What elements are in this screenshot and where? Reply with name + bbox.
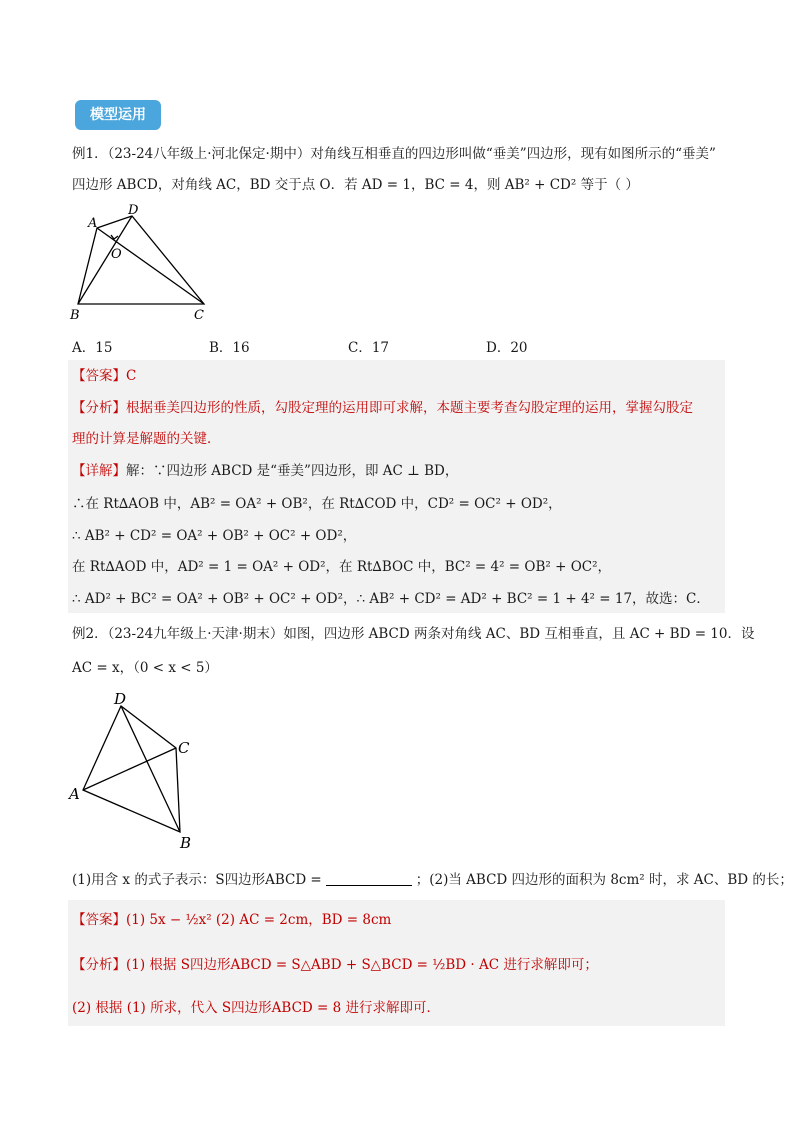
option-d[interactable]: D．20 (486, 340, 528, 356)
label-a: A (88, 216, 98, 231)
label-a: A (69, 785, 80, 803)
ex1-detail-line1 (72, 461, 458, 481)
label-c: C (178, 739, 190, 757)
ex2-analysis-line2: (2) 根据 (1) 所求，代入 S四边形ABCD = 8 进行求解即可． (72, 1000, 441, 1016)
ex2-question-line1: 例2．（23-24九年级上·天津·期末）如图，四边形 ABCD 两条对角线 AC、BD 互相垂直，且 AC + BD = 10．设 (72, 626, 755, 642)
ex2-q2: ；(2)当 ABCD 四边形的面积为 8cm² 时，求 AC、BD 的长； (415, 872, 793, 888)
label-c: C (194, 308, 204, 323)
ex1-detail-line4: 在 Rt∆AOD 中，AD² = 1 = OA² + OD²，在 Rt∆BOC 中，BC² = 4² = OB² + OC²， (72, 559, 611, 575)
answer-tag: 【答案】 (72, 368, 126, 384)
ex2-q1: (1)用含 x 的式子表示：S四边形ABCD = (72, 872, 322, 888)
analysis-text: 根据垂美四边形的性质，勾股定理的运用即可求解，本题主要考查勾股定理的运用，掌握勾股定 (126, 400, 693, 416)
analysis-tag: 【分析】 (72, 400, 126, 416)
ex2-subquestions (72, 870, 793, 890)
ex1-quadrilateral-figure (66, 202, 216, 327)
ex2-analysis-line1 (72, 955, 598, 975)
ex2-answer (72, 910, 391, 930)
detail-tag: 【详解】 (72, 463, 126, 479)
ex1-analysis-line1 (72, 398, 693, 418)
ex1-detail-line5: ∴ AD² + BC² = OA² + OB² + OC² + OD²，∴ AB² + CD² = AD² + BC² = 1 + 4² = 17，故选：C． (72, 591, 710, 607)
answer-blank[interactable] (326, 871, 412, 886)
section-tag: 模型运用 (75, 100, 161, 130)
option-b[interactable]: B．16 (209, 340, 250, 356)
ex2-question-line2: AC = x，（0 < x < 5） (72, 660, 218, 676)
label-o: O (111, 247, 122, 262)
option-c[interactable]: C．17 (348, 340, 390, 356)
analysis-text: (1) 根据 S四边形ABCD = S△ABD + S△BCD = ½BD · AC 进行求解即可； (126, 957, 598, 973)
ex1-question-line2: 四边形 ABCD，对角线 AC，BD 交于点 O．若 AD = 1，BC = 4，则 AB² + CD² 等于（ ） (72, 177, 639, 193)
answer-value: C (126, 368, 137, 384)
ex1-analysis-line2: 理的计算是解题的关键． (72, 431, 221, 447)
label-b: B (70, 308, 80, 323)
answer-value: (1) 5x − ½x² (2) AC = 2cm，BD = 8cm (126, 912, 392, 928)
detail-text: 解：∵四边形 ABCD 是“垂美”四边形，即 AC ⊥ BD， (126, 463, 459, 479)
diagonal-ac (83, 748, 176, 790)
option-a[interactable]: A．15 (72, 340, 113, 356)
ex2-quadrilateral-figure (66, 686, 206, 856)
label-d: D (128, 203, 139, 218)
label-d: D (114, 690, 127, 708)
diagonal-bd (78, 216, 132, 304)
ex1-question-line1: 例1．（23-24八年级上·河北保定·期中）对角线互相垂直的四边形叫做“垂美”四边形，现有如图所示的“垂美” (72, 146, 716, 162)
analysis-tag: 【分析】 (72, 957, 126, 973)
answer-tag: 【答案】 (72, 912, 126, 928)
quadrilateral-abcd (83, 706, 180, 832)
ex1-detail-line2: ∴在 Rt∆AOB 中，AB² = OA² + OB²，在 Rt∆COD 中，CD² = OC² + OD²， (72, 496, 562, 512)
ex1-detail-line3: ∴ AB² + CD² = OA² + OB² + OC² + OD²， (72, 528, 357, 544)
ex1-answer (72, 366, 136, 386)
label-b: B (180, 834, 192, 852)
